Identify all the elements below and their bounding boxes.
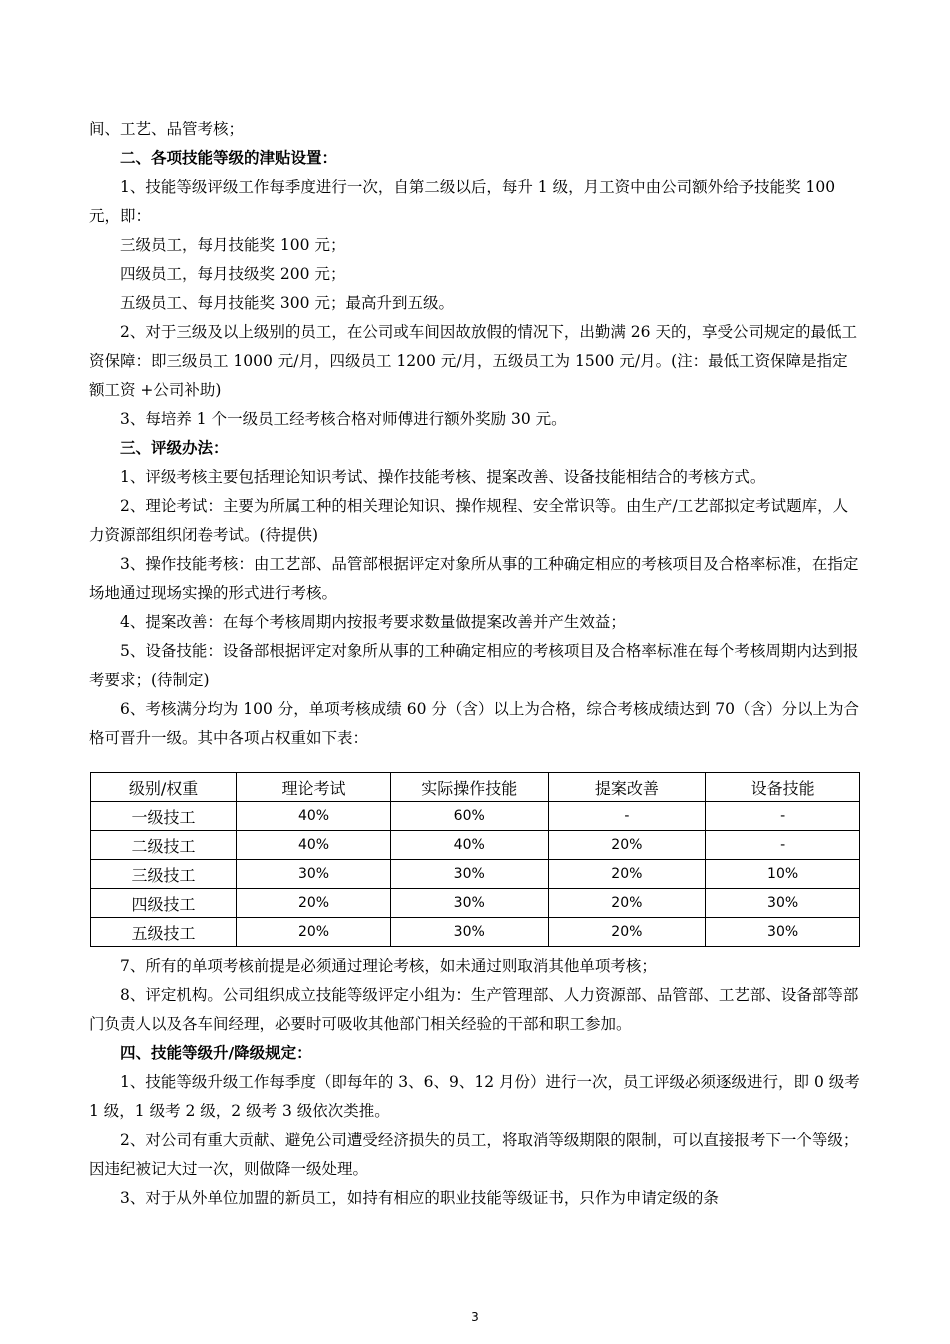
row-label: 一级技工 <box>91 802 237 831</box>
table-cell: 20% <box>548 860 706 889</box>
body-text-after-table <box>89 952 863 1213</box>
paragraph: 7、所有的单项考核前提是必须通过理论考核，如未通过则取消其他单项考核； <box>120 957 657 975</box>
table-cell: 30% <box>706 889 860 918</box>
table-cell: 40% <box>237 802 391 831</box>
paragraph: 2、理论考试：主要为所属工种的相关理论知识、操作规程、安全常识等。由生产/工艺部拟定考试题库，人力资源部组织闭卷考试。(待提供) <box>89 497 849 544</box>
table-row <box>91 831 860 860</box>
body-text-before-table <box>89 115 863 753</box>
paragraph: 四级员工，每月技级奖 200 元； <box>120 265 346 283</box>
table-cell: 30% <box>390 860 548 889</box>
paragraph: 五级员工、每月技能奖 300 元；最高升到五级。 <box>120 294 454 312</box>
table-cell: 40% <box>237 831 391 860</box>
table-row <box>91 889 860 918</box>
table-header-row <box>91 773 860 802</box>
row-label: 四级技工 <box>91 889 237 918</box>
table-cell: 30% <box>390 889 548 918</box>
table-cell: 60% <box>390 802 548 831</box>
table-cell: 20% <box>548 918 706 947</box>
paragraph: 1、技能等级评级工作每季度进行一次，自第二级以后，每升 1 级，月工资中由公司额外给予技能奖 100 元，即： <box>89 178 836 225</box>
table-cell: 30% <box>237 860 391 889</box>
table-cell: 30% <box>706 918 860 947</box>
table-cell: 40% <box>390 831 548 860</box>
table-cell: 20% <box>237 889 391 918</box>
header-cell: 理论考试 <box>237 773 391 802</box>
table-row <box>91 860 860 889</box>
row-label: 三级技工 <box>91 860 237 889</box>
paragraph: 间、工艺、品管考核； <box>89 120 245 138</box>
weight-table <box>90 772 860 947</box>
paragraph: 4、提案改善：在每个考核周期内按报考要求数量做提案改善并产生效益； <box>120 613 626 631</box>
section-heading: 三、评级办法： <box>120 439 229 457</box>
paragraph: 3、每培养 1 个一级员工经考核合格对师傅进行额外奖励 30 元。 <box>120 410 567 428</box>
header-cell: 设备技能 <box>706 773 860 802</box>
table-row <box>91 802 860 831</box>
paragraph: 三级员工，每月技能奖 100 元； <box>120 236 346 254</box>
section-heading: 二、各项技能等级的津贴设置： <box>120 149 338 167</box>
paragraph: 2、对公司有重大贡献、避免公司遭受经济损失的员工，将取消等级期限的限制，可以直接报考下一个等级；因违纪被记大过一次，则做降一级处理。 <box>89 1131 859 1178</box>
paragraph: 3、操作技能考核：由工艺部、品管部根据评定对象所从事的工种确定相应的考核项目及合格率标准，在指定场地通过现场实操的形式进行考核。 <box>89 555 859 602</box>
paragraph: 6、考核满分均为 100 分，单项考核成绩 60 分（含）以上为合格，综合考核成绩达到 70（含）分以上为合格可晋升一级。其中各项占权重如下表： <box>89 700 860 747</box>
paragraph: 1、评级考核主要包括理论知识考试、操作技能考核、提案改善、设备技能相结合的考核方式。 <box>120 468 766 486</box>
paragraph: 2、对于三级及以上级别的员工，在公司或车间因故放假的情况下，出勤满 26 天的，享受公司规定的最低工资保障：即三级员工 1000 元/月，四级员工 1200 元/月，五级员工为 1500 元/月。(注：最低工资保障是指定额工资 +公司补助) <box>89 323 857 399</box>
table-cell: - <box>548 802 706 831</box>
paragraph: 1、技能等级升级工作每季度（即每年的 3、6、9、12 月份）进行一次，员工评级必须逐级进行，即 0 级考 1 级，1 级考 2 级，2 级考 3 级依次类推。 <box>89 1073 860 1120</box>
row-label: 五级技工 <box>91 918 237 947</box>
table-row <box>91 918 860 947</box>
paragraph: 5、设备技能：设备部根据评定对象所从事的工种确定相应的考核项目及合格率标准在每个考核周期内达到报考要求；(待制定) <box>89 642 859 689</box>
table-cell: - <box>706 831 860 860</box>
header-cell: 提案改善 <box>548 773 706 802</box>
row-label: 二级技工 <box>91 831 237 860</box>
table-cell: 30% <box>390 918 548 947</box>
paragraph: 3、对于从外单位加盟的新员工，如持有相应的职业技能等级证书，只作为申请定级的条 <box>120 1189 719 1207</box>
paragraph: 8、评定机构。公司组织成立技能等级评定小组为：生产管理部、人力资源部、品管部、工艺部、设备部等部门负责人以及各车间经理，必要时可吸收其他部门相关经验的干部和职工参加。 <box>89 986 859 1033</box>
table-cell: 20% <box>237 918 391 947</box>
table-cell: 10% <box>706 860 860 889</box>
page-number: 3 <box>471 1310 479 1324</box>
table-cell: 20% <box>548 831 706 860</box>
section-heading: 四、技能等级升/降级规定： <box>120 1044 312 1062</box>
header-cell: 实际操作技能 <box>390 773 548 802</box>
header-cell: 级别/权重 <box>91 773 237 802</box>
table-cell: 20% <box>548 889 706 918</box>
table-cell: - <box>706 802 860 831</box>
